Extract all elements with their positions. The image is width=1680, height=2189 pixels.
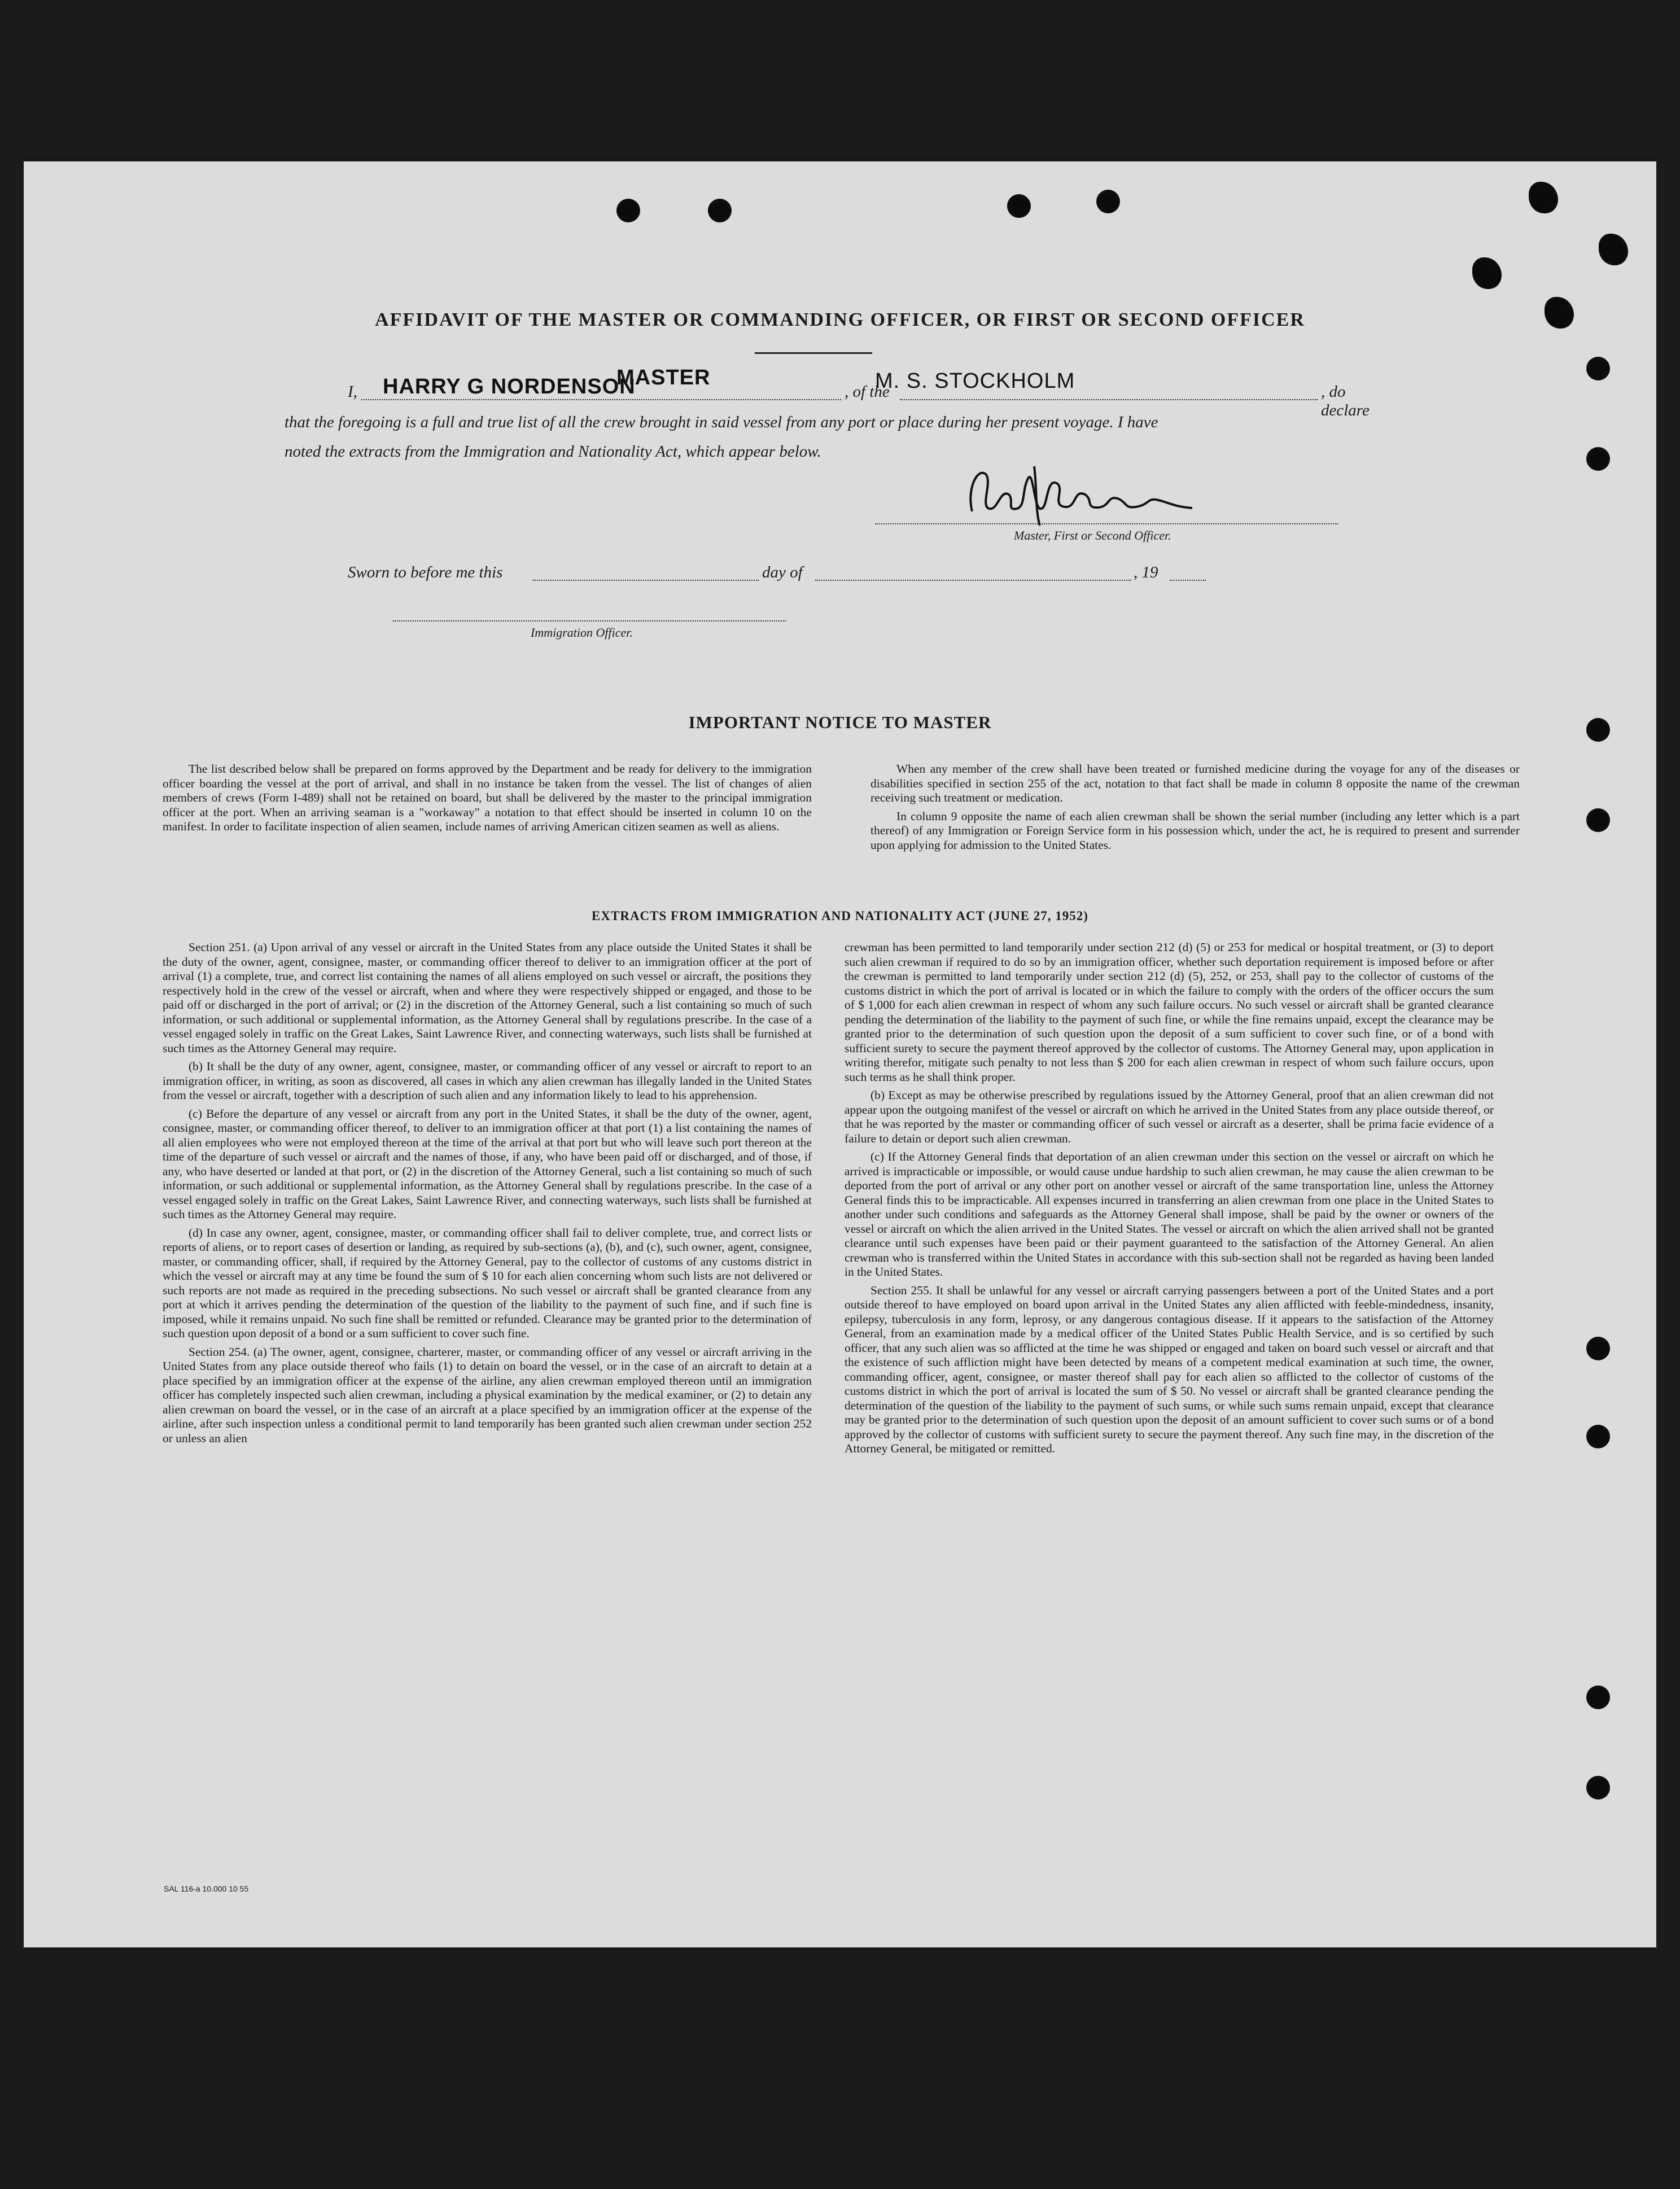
extract-paragraph: crewman has been permitted to land temporarily under section 212 (d) (5) or 253 for medical or hospital treatment, or (3) to deport such alien crewman if required to do so by an immigration officer, whether such deportation requirement is imposed before or after the crewman is permitted to land temporarily under section 212 (d) (5), 252, or 253, shall pay to the collector of customs of the customs district in which the port of arrival is located or in which the failure to comply with the orders of the officer occurs the sum of $ 1,000 for each alien crewman in respect of whom any such failure occurs. No such vessel or aircraft shall be granted clearance pending the determination of the liability to the payment of such fine, or while the fine remains unpaid, except the clearance may be granted prior to the determination of such question upon the deposit of a sum sufficient to cover such fine, or of a bond with sufficient surety to secure the payment thereof approved by the collector of customs. The Attorney General may, upon application in writing therefor, mitigate such penalty to not less than $ 200 for each alien crewman in respect of whom such failure occurs, upon such terms as he shall think proper. xyxy=(845,940,1494,1084)
punch-hole xyxy=(1586,1337,1610,1360)
notice-right-paragraph-1: When any member of the crew shall have been treated or furnished medicine during the voyage for any of the diseases or disabilities specified in section 255 of the act, notation to that fact shall be made in column 8 opposite the name of the crewman receiving such treatment or medication. xyxy=(870,762,1520,804)
sworn-line xyxy=(285,563,1368,586)
punch-hole xyxy=(1007,194,1031,218)
punch-hole xyxy=(1586,447,1610,471)
punch-hole xyxy=(1586,1425,1610,1448)
punch-hole xyxy=(1096,190,1120,213)
notice-heading: IMPORTANT NOTICE TO MASTER xyxy=(688,712,992,732)
year-text: , 19 xyxy=(1134,563,1158,581)
punch-hole xyxy=(616,199,640,222)
declaration-line-3: noted the extracts from the Immigration and Nationality Act, which appear below. xyxy=(285,443,821,461)
form-page xyxy=(24,161,1656,1947)
notice-left-paragraph: The list described below shall be prepared on forms approved by the Department and be ready for delivery to the immigration officer boarding the vessel at the port of arrival, and shall in no instance be taken from the vessel. The list of changes of alien members of crews (Form I-489) shall not be retained on board, but shall be delivered by the master to the principal immigration officer at the port. When an arriving seaman is a "workaway" a notation to that effect should be inserted in column 10 on the manifest. In order to facilitate inspection of alien seamen, include names of arriving American citizen seamen as well as aliens. xyxy=(163,762,812,833)
decl-do-declare: , do declare xyxy=(1321,383,1370,419)
officer-caption: Master, First or Second Officer. xyxy=(1014,528,1171,542)
notice-right-column xyxy=(870,762,1520,856)
immigration-officer-caption: Immigration Officer. xyxy=(531,625,633,640)
year-line xyxy=(1170,579,1206,581)
month-line xyxy=(815,579,1131,581)
binding-tab xyxy=(1472,257,1502,289)
extract-paragraph: Section 255. It shall be unlawful for any vessel or aircraft carrying passengers between a port of the United States and a port outside thereof to have employed on board upon arrival in the United States any alien afflicted with feeble-mindedness, insanity, epilepsy, tuberculosis in any form, leprosy, or any dangerous contagious disease. If it appears to the satisfaction of the Attorney General, from an examination made by a medical officer of the United States Public Health Service, and is so certified by such officer, that any such alien was so afflicted at the time he was shipped or engaged and taken on board such vessel or aircraft and that the existence of such affliction might have been detected by means of a competent medical examination at such time, the owner, commanding officer, agent, consignee, or master thereof shall pay for each alien so afflicted to the collector of customs of the customs district in which the port of arrival is located the sum of $ 50. No vessel or aircraft shall be granted clearance pending the determination of the question of the liability to the payment of such sums, or while such sums remain unpaid, except that clearance may be granted prior to the determination of such question upon the deposit of an amount sufficient to cover such sums or of a bond approved by the collector of customs with sufficient surety to secure the payment thereof. Any such fine may, in the discretion of the Attorney General, be mitigated or remitted. xyxy=(845,1283,1494,1455)
notice-left-column xyxy=(163,762,812,838)
extract-paragraph: (d) In case any owner, agent, consignee, master, or commanding officer shall fail to deliver complete, true, and correct lists or reports of aliens, or to report cases of desertion or landing, as required by sub-sections (a), (b), and (c), such owner, agent, consignee, master, or commanding officer, shall, if required by the Attorney General, pay to the collector of customs of any customs district in which the vessel or aircraft may at any time be found the sum of $ 10 for each alien concerning whom such lists are not delivered or such reports are not made as required in the preceding subsections. No such vessel or aircraft shall be granted clearance from any port at which it arrives pending the determination of the question of the liability to the payment of such fine, and if such fine is imposed, while it remains unpaid. No such fine shall be remitted or refunded. Clearance may be granted prior to the determination of such question upon deposit of a bond or a sum sufficient to cover such fine. xyxy=(163,1225,812,1340)
extracts-heading: EXTRACTS FROM IMMIGRATION AND NATIONALITY ACT (JUNE 27, 1952) xyxy=(592,909,1088,923)
sworn-day-line xyxy=(533,579,759,581)
notice-right-paragraph-2: In column 9 opposite the name of each alien crewman shall be shown the serial number (including any letter which is a part thereof) of any Immigration or Foreign Service form in his possession which, under the act, he is required to present and surrender upon applying for admission to the United States. xyxy=(870,809,1520,852)
extracts-left-column xyxy=(163,940,812,1450)
declaration-line-2: that the foregoing is a full and true list of all the crew brought in said vessel from any port or place during her present voyage. I have xyxy=(285,413,1158,431)
extract-paragraph: (b) Except as may be otherwise prescribed by regulations issued by the Attorney General, proof that an alien crewman did not appear upon the outgoing manifest of the vessel or aircraft on which he arrived in the United States from any place outside thereof, or that he was reported by the master or commanding officer of such vessel or aircraft as a deserter, shall be prima facie evidence of a failure to detain or deport such alien crewman. xyxy=(845,1088,1494,1145)
extracts-right-column xyxy=(845,940,1494,1460)
binding-tab xyxy=(1529,182,1558,213)
sworn-text: Sworn to before me this xyxy=(348,563,503,581)
master-signature xyxy=(955,455,1226,528)
extract-paragraph: Section 254. (a) The owner, agent, consignee, charterer, master, or commanding officer of any vessel or aircraft arriving in the United States from any place outside thereof who fails (1) to detain on board the vessel, or in the case of an aircraft to detain at a place specified by an immigration officer at the expense of the airline, any alien crewman employed thereon until an immigration officer has completely inspected such alien crewman, including a physical examination by the medical examiner, or (2) to detain any alien crewman on board the vessel, or in the case of an aircraft at a place specified by an immigration officer at the expense of the airline, after such inspection unless a conditional permit to land temporarily has been granted such alien crewman under section 252 or unless an alien xyxy=(163,1345,812,1445)
extract-paragraph: Section 251. (a) Upon arrival of any vessel or aircraft in the United States from any place outside the United States it shall be the duty of the owner, agent, consignee, master, or commanding officer thereof to deliver to an immigration officer at the port of arrival (1) a complete, true, and correct list containing the names of all aliens employed on such vessel or aircraft, the positions they respectively hold in the crew of the vessel or aircraft, when and where they were respectively shipped or engaged, and those to be paid off or discharged in the port of arrival; or (2) in the discretion of the Attorney General, such a list containing so much of such information, or such additional or supplemental information, as the Attorney General shall by regulations prescribe. In the case of a vessel engaged solely in traffic on the Great Lakes, Saint Lawrence River, and connecting waterways, such lists shall be furnished at such times as the Attorney General may require. xyxy=(163,940,812,1055)
punch-hole xyxy=(1586,808,1610,832)
affidavit-title: AFFIDAVIT OF THE MASTER OR COMMANDING OFFICER, OR FIRST OR SECOND OFFICER xyxy=(375,309,1305,330)
master-rank-stamp: MASTER xyxy=(616,366,711,389)
title-rule xyxy=(755,352,872,354)
vessel-name-typed: M. S. STOCKHOLM xyxy=(875,369,1075,393)
extract-paragraph: (c) Before the departure of any vessel or aircraft from any port in the United States, it shall be the duty of the owner, agent, consignee, master, or commanding officer thereof, to deliver to an immigration officer at that port (1) a list containing the names of all alien employees who were not employed thereon at the time of the arrival at that port but who will leave such port thereon at the time of the departure of such vessel or aircraft and the names of those, if any, who have been paid off or discharged, and of those, if any, who have deserted or landed at that port, or (2) in the discretion of the Attorney General, such a list containing so much of such information, or such additional or supplemental information, as the Attorney General shall by regulations prescribe. In the case of a vessel engaged solely in traffic on the Great Lakes, Saint Lawrence River, and connecting waterways, such lists shall be furnished at such times as the Attorney General may require. xyxy=(163,1106,812,1221)
punch-hole xyxy=(708,199,732,222)
punch-hole xyxy=(1586,1685,1610,1709)
vessel-field-line xyxy=(900,399,1318,400)
decl-i: I, xyxy=(348,383,357,401)
extract-paragraph: (c) If the Attorney General finds that deportation of an alien crewman under this section on the vessel or aircraft on which he arrived is impracticable or impossible, or would cause undue hardship to such alien crewman, he may cause the alien crewman to be deported from the port of arrival or any other port on another vessel or aircraft of the same transportation line, unless the Attorney General finds this to be impracticable. All expenses incurred in transferring an alien crewman from one place in the United States to another under such conditions and safeguards as the Attorney General shall impose, shall be paid by the owner or owners of the vessel or aircraft on which the alien arrived in the United States. The vessel or aircraft on which the alien arrived shall not be granted clearance until such expenses have been paid or their payment guaranteed to the satisfaction of the Attorney General. An alien crewman who is transferred within the United States in accordance with this sub-section shall not be regarded as having been landed in the United States. xyxy=(845,1150,1494,1279)
signature-line xyxy=(875,523,1338,524)
day-of-text: day of xyxy=(762,563,803,581)
immigration-officer-line xyxy=(393,620,786,621)
decl-of-the: , of the xyxy=(845,383,890,401)
punch-hole xyxy=(1586,357,1610,380)
punch-hole xyxy=(1586,1776,1610,1800)
master-name-typed: HARRY G NORDENSON xyxy=(383,375,636,399)
extract-paragraph: (b) It shall be the duty of any owner, agent, consignee, master, or commanding officer of any vessel or aircraft to report to an immigration officer, in writing, as soon as discovered, all cases in which any alien crewman has illegally landed in the United States from the vessel or aircraft, together with a description of such alien and any information likely to lead to his apprehension. xyxy=(163,1060,812,1102)
binding-tab xyxy=(1599,234,1628,265)
form-footer: SAL 116-a 10.000 10 55 xyxy=(164,1884,249,1893)
